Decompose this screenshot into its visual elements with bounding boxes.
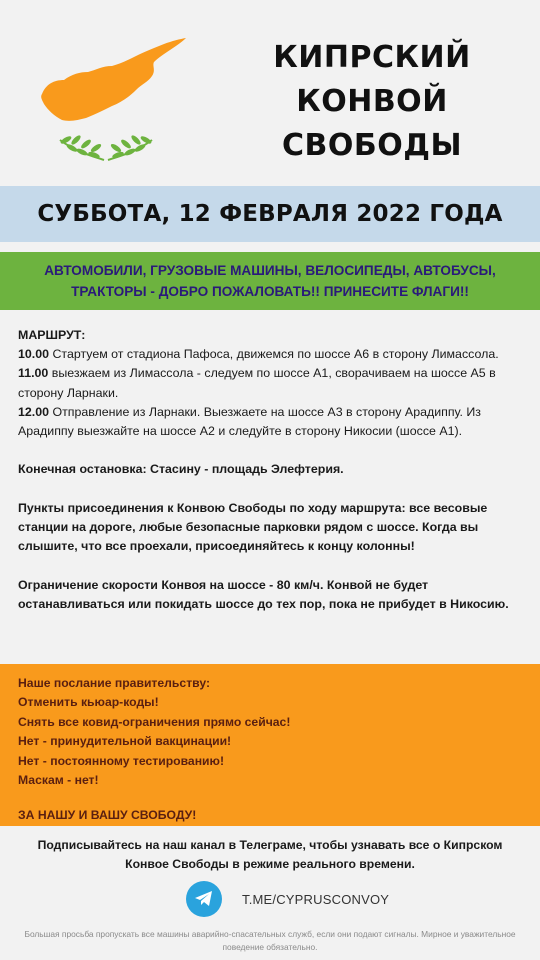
footnote: Большая просьба пропускать все машины аварийно-спасательных служб, если они подают сигналы. Мирное и уважительное поведение обязательно.: [24, 929, 516, 952]
cyprus-map-icon: [36, 36, 188, 122]
final-stop: Конечная остановка: Стасину - площадь Элефтерия.: [18, 462, 344, 477]
route-time: 10.00: [18, 347, 50, 362]
welcome-line: ТРАКТОРЫ - ДОБРО ПОЖАЛОВАТЬ!! ПРИНЕСИТЕ ФЛАГИ!!: [71, 284, 469, 299]
speed-limit: Ограничение скорости Конвоя на шоссе - 80 км/ч. Конвой не будет останавливаться или покидать шоссе до тех пор, пока не прибудет в Никосию.: [18, 577, 509, 612]
title-line: КОНВОЙ: [296, 84, 448, 119]
route-text: Отправление из Ларнаки. Выезжаете на шоссе А3 в сторону Арадиппу. Из Арадиппу выезжайте на шоссе А2 и следуйте в сторону Никосии (шоссе А1).: [18, 404, 481, 439]
route-heading: МАРШРУТ:: [18, 328, 86, 342]
date-banner: [0, 186, 540, 242]
olive-branches-icon: [54, 126, 158, 166]
subscribe-text: Подписывайтесь на наш канал в Телеграме, чтобы узнавать все о Кипрском Конвое Свободы в режиме реального времени.: [37, 838, 503, 871]
route-item: [18, 345, 524, 364]
page-title: [222, 36, 522, 168]
message-item: Снять все ковид-ограничения прямо сейчас!: [18, 714, 291, 729]
welcome-text: [44, 260, 496, 302]
message-heading: Наше послание правительству:: [18, 676, 211, 690]
welcome-banner: [0, 252, 540, 310]
route-time: 12.00: [18, 404, 50, 419]
message-item: Нет - принудительной вакцинации!: [18, 734, 232, 749]
welcome-line: АВТОМОБИЛИ, ГРУЗОВЫЕ МАШИНЫ, ВЕЛОСИПЕДЫ, АВТОБУСЫ,: [44, 263, 496, 278]
event-date: СУББОТА, 12 ФЕВРАЛЯ 2022 ГОДА: [37, 201, 503, 227]
telegram-icon[interactable]: [186, 881, 222, 917]
message-item: Нет - постоянному тестированию!: [18, 753, 225, 768]
slogan: ЗА НАШУ И ВАШУ СВОБОДУ!: [18, 808, 197, 823]
route-section: [18, 326, 524, 615]
message-item: Маскам - нет!: [18, 773, 99, 788]
route-text: Стартуем от стадиона Пафоса, движемся по шоссе А6 в сторону Лимассола.: [49, 347, 499, 362]
join-points: Пункты присоединения к Конвою Свободы по ходу маршрута: все весовые станции на дороге, любые безопасные парковки рядом с шоссе. Когда вы слышите, что все проехали, присоединяйтесь к концу колонны!: [18, 500, 488, 554]
message-item: Отменить кьюар-коды!: [18, 695, 159, 710]
telegram-link[interactable]: T.ME/CYPRUSCONVOY: [242, 891, 390, 907]
header: [0, 0, 540, 186]
title-line: КИПРСКИЙ: [273, 40, 471, 75]
route-item: [18, 403, 524, 441]
route-time: 11.00: [18, 366, 49, 381]
telegram-link-row[interactable]: [186, 880, 506, 918]
route-text: выезжаем из Лимассола - следуем по шоссе А1, сворачиваем на шоссе А5 в сторону Ларнаки.: [18, 366, 496, 400]
title-line: СВОБОДЫ: [281, 128, 463, 163]
message-banner: [0, 664, 540, 826]
route-item: [18, 364, 524, 402]
